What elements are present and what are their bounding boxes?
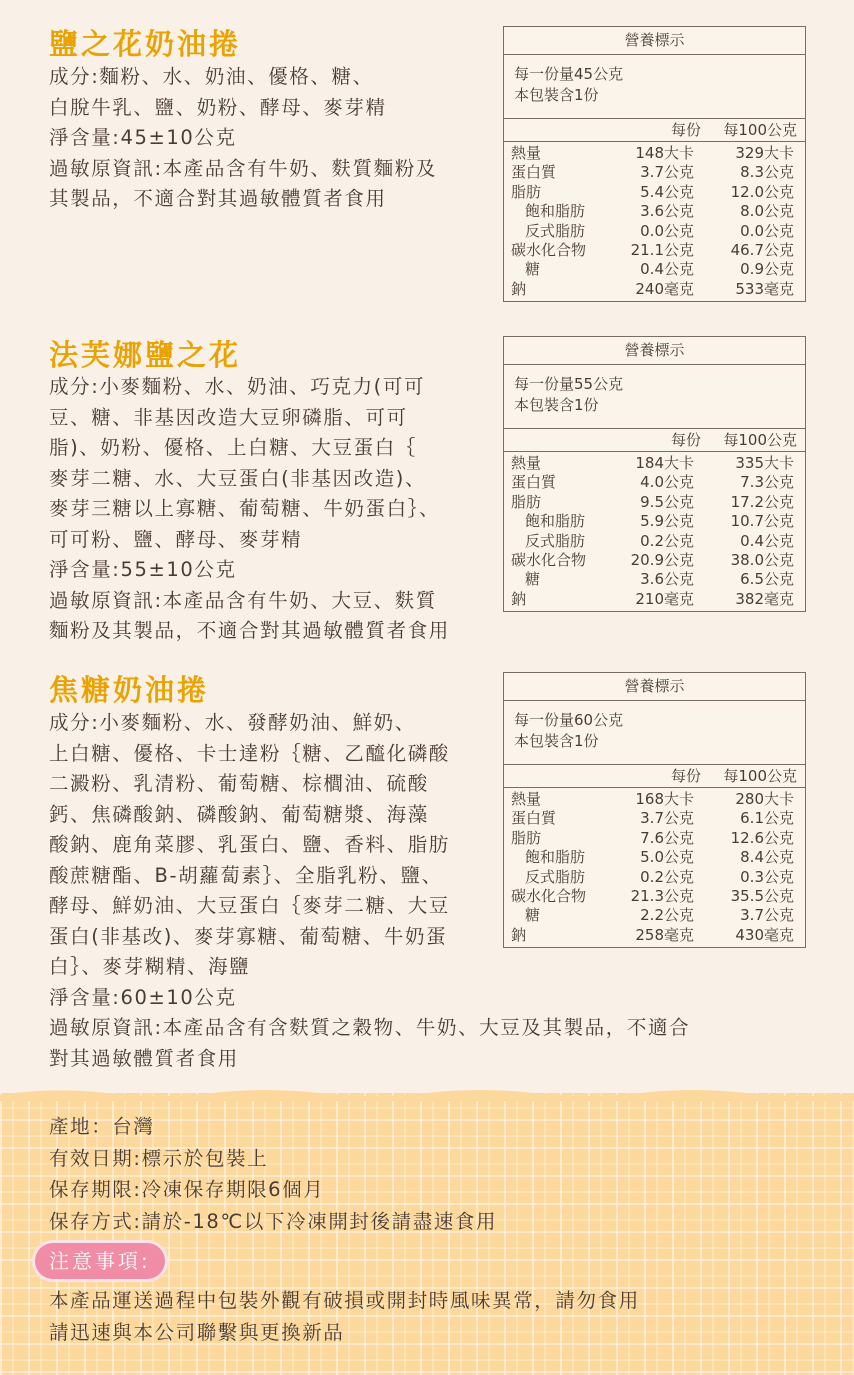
nutrient-per-100g: 0.0公克: [740, 221, 794, 240]
nutrient-label: 反式脂肪: [525, 867, 586, 886]
nutrient-label: 熱量: [511, 790, 542, 808]
nutrition-row: [504, 493, 805, 512]
nutrition-row: [504, 532, 805, 551]
col-per-100g: 每100公克: [723, 121, 797, 139]
nutrient-label: 飽和脂肪: [525, 202, 586, 221]
nutrition-table: [503, 26, 806, 302]
nutrition-rows: [504, 788, 805, 947]
nutrition-row: [504, 906, 805, 925]
nutrient-label: 蛋白質: [511, 163, 557, 182]
nutrient-per-serving: 0.2公克: [640, 531, 694, 550]
nutrient-per-100g: 0.3公克: [740, 867, 794, 886]
nutrient-per-100g: 38.0公克: [730, 550, 794, 569]
nutrient-label: 碳水化合物: [511, 886, 587, 905]
nutrition-header: 營養標示: [504, 27, 805, 55]
nutrient-per-100g: 0.4公克: [740, 531, 794, 550]
nutrition-table: [503, 672, 806, 948]
serving-size: 每一份量60公克: [514, 711, 624, 729]
nutrient-per-serving: 5.9公克: [640, 512, 694, 531]
nutrition-row: [504, 163, 805, 182]
nutrition-columns: [504, 118, 805, 142]
nutrient-per-serving: 0.4公克: [640, 260, 694, 279]
nutrient-per-100g: 35.5公克: [730, 886, 794, 905]
product-title: 鹽之花奶油捲: [49, 27, 242, 61]
nutrition-row: [504, 512, 805, 531]
footer-info-panel: [0, 1093, 854, 1375]
nutrition-row: [504, 183, 805, 202]
nutrition-row: [504, 202, 805, 221]
nutrition-row: [504, 809, 805, 828]
footer-wave-edge: [0, 1085, 854, 1101]
nutrient-per-100g: 10.7公克: [730, 512, 794, 531]
nutrition-serving: [504, 701, 805, 764]
nutrient-label: 蛋白質: [511, 473, 557, 492]
shelf-life-line: 保存期限:冷凍保存期限6個月: [49, 1178, 325, 1201]
nutrient-per-serving: 0.0公克: [640, 221, 694, 240]
footer-info-list: [49, 1111, 497, 1237]
nutrient-per-serving: 258毫克: [635, 925, 694, 944]
nutrient-label: 熱量: [511, 144, 542, 162]
nutrient-label: 糖: [525, 570, 541, 589]
nutrient-per-serving: 20.9公克: [630, 550, 694, 569]
nutrient-per-100g: 8.4公克: [740, 848, 794, 867]
col-per-serving: 每份: [670, 121, 701, 139]
nutrient-label: 反式脂肪: [525, 531, 586, 550]
expiry-line: 有效日期:標示於包裝上: [49, 1146, 269, 1170]
nutrition-row: [504, 454, 805, 473]
nutrient-per-serving: 168大卡: [635, 790, 694, 808]
product-title: 法芙娜鹽之花: [49, 338, 242, 372]
nutrient-label: 脂肪: [511, 182, 542, 201]
nutrient-per-100g: 12.0公克: [730, 182, 794, 201]
servings-per-package: 本包裝含1份: [514, 396, 599, 414]
nutrient-per-100g: 7.3公克: [740, 473, 794, 492]
nutrition-row: [504, 848, 805, 867]
nutrient-per-100g: 335大卡: [735, 454, 794, 472]
notice-line: 請迅速與本公司聯繫與更換新品: [49, 1320, 345, 1344]
nutrient-per-serving: 3.6公克: [640, 570, 694, 589]
nutrient-per-100g: 6.5公克: [740, 570, 794, 589]
nutrient-label: 飽和脂肪: [525, 848, 586, 867]
col-per-serving: 每份: [670, 431, 701, 449]
nutrient-per-serving: 9.5公克: [640, 492, 694, 511]
nutrient-per-serving: 2.2公克: [640, 906, 694, 925]
origin-line: 產地：台灣: [49, 1115, 155, 1138]
nutrient-per-100g: 329大卡: [735, 144, 794, 162]
nutrition-row: [504, 241, 805, 260]
nutrient-label: 鈉: [511, 279, 527, 298]
nutrition-row: [504, 829, 805, 848]
col-per-100g: 每100公克: [723, 431, 797, 449]
notice-line: 本產品運送過程中包裝外觀有破損或開封時風味異常，請勿食用: [49, 1289, 640, 1312]
product-description: 成分:小麥麵粉、水、奶油、巧克力(可可 豆、糖、非基因改造大豆卵磷脂、可可 脂)、奶粉、優格、上白糖、大豆蛋白｛ 麥芽二糖、水、大豆蛋白(非基因改造)、 麥芽三糖以上寡糖、葡萄糖、牛奶蛋白｝、 可可粉、鹽、酵母、麥芽精 淨含量:55±10公克 過敏原資訊:本產品含有牛奶、大豆、麩質 麵粉及其製品，不適合對其過敏體質者食用: [49, 375, 450, 642]
nutrient-per-serving: 0.2公克: [640, 867, 694, 886]
nutrient-per-100g: 8.3公克: [740, 163, 794, 182]
nutrient-label: 蛋白質: [511, 809, 557, 828]
nutrient-per-100g: 382毫克: [735, 589, 794, 608]
nutrient-per-serving: 4.0公克: [640, 473, 694, 492]
nutrition-columns: [504, 428, 805, 452]
nutrient-per-serving: 5.4公克: [640, 182, 694, 201]
nutrient-label: 碳水化合物: [511, 550, 587, 569]
nutrition-serving: [504, 55, 805, 118]
nutrient-per-serving: 21.1公克: [630, 240, 694, 259]
nutrition-table: [503, 336, 806, 612]
nutrient-per-100g: 6.1公克: [740, 809, 794, 828]
nutrient-label: 脂肪: [511, 828, 542, 847]
nutrient-label: 鈉: [511, 589, 527, 608]
product-title: 焦糖奶油捲: [49, 673, 210, 707]
storage-line: 保存方式:請於-18℃以下冷凍開封後請盡速食用: [49, 1209, 498, 1233]
nutrition-row: [504, 590, 805, 609]
nutrition-row: [504, 222, 805, 241]
nutrition-row: [504, 790, 805, 809]
nutrition-row: [504, 144, 805, 163]
nutrient-per-serving: 3.7公克: [640, 163, 694, 182]
nutrition-rows: [504, 142, 805, 301]
col-per-100g: 每100公克: [723, 767, 797, 785]
nutrient-per-serving: 210毫克: [635, 589, 694, 608]
nutrient-per-100g: 280大卡: [735, 790, 794, 808]
nutrition-row: [504, 926, 805, 945]
nutrient-per-serving: 3.7公克: [640, 809, 694, 828]
nutrition-row: [504, 551, 805, 570]
notice-text: [49, 1285, 640, 1348]
servings-per-package: 本包裝含1份: [514, 86, 599, 104]
nutrient-label: 糖: [525, 260, 541, 279]
servings-per-package: 本包裝含1份: [514, 732, 599, 750]
nutrient-per-100g: 46.7公克: [730, 240, 794, 259]
nutrient-per-100g: 3.7公克: [740, 906, 794, 925]
col-per-serving: 每份: [670, 767, 701, 785]
nutrition-serving: [504, 365, 805, 428]
nutrient-per-100g: 8.0公克: [740, 202, 794, 221]
nutrient-label: 飽和脂肪: [525, 512, 586, 531]
nutrition-row: [504, 473, 805, 492]
nutrient-label: 鈉: [511, 925, 527, 944]
nutrition-row: [504, 280, 805, 299]
nutrient-per-100g: 430毫克: [735, 925, 794, 944]
nutrition-header: 營養標示: [504, 337, 805, 365]
notice-badge: 注意事項:: [35, 1243, 165, 1279]
nutrient-label: 碳水化合物: [511, 240, 587, 259]
nutrient-per-serving: 3.6公克: [640, 202, 694, 221]
nutrition-row: [504, 868, 805, 887]
nutrition-header: 營養標示: [504, 673, 805, 701]
serving-size: 每一份量45公克: [514, 65, 624, 83]
nutrient-per-serving: 240毫克: [635, 279, 694, 298]
nutrient-label: 脂肪: [511, 492, 542, 511]
nutrient-per-serving: 148大卡: [635, 144, 694, 162]
product-description: 成分:小麥麵粉、水、發酵奶油、鮮奶、 上白糖、優格、卡士達粉｛糖、乙醯化磷酸 二澱粉、乳清粉、葡萄糖、棕櫚油、硫酸 鈣、焦磷酸鈉、磷酸鈉、葡萄糖漿、海藻 酸鈉、鹿角菜膠、乳蛋白、鹽、香料、脂肪 酸蔗糖酯、B-胡蘿蔔素｝、全脂乳粉、鹽、 酵母、鮮奶油、大豆蛋白｛麥芽二糖、大豆 蛋白(非基改)、麥芽寡糖、葡萄糖、牛奶蛋 白｝、麥芽糊精、海鹽 淨含量:60±10公克 過敏原資訊:本產品含有含麩質之穀物、牛奶、大豆及其製品，不適合 對其過敏體質者食用: [49, 711, 691, 1070]
nutrient-label: 熱量: [511, 454, 542, 472]
nutrient-per-serving: 7.6公克: [640, 828, 694, 847]
nutrient-per-100g: 17.2公克: [730, 492, 794, 511]
nutrition-row: [504, 887, 805, 906]
nutrient-per-100g: 533毫克: [735, 279, 794, 298]
serving-size: 每一份量55公克: [514, 375, 624, 393]
nutrient-label: 反式脂肪: [525, 221, 586, 240]
nutrition-row: [504, 570, 805, 589]
nutrient-per-serving: 184大卡: [635, 454, 694, 472]
nutrition-rows: [504, 452, 805, 611]
nutrient-per-100g: 0.9公克: [740, 260, 794, 279]
nutrition-columns: [504, 764, 805, 788]
product-description: 成分:麵粉、水、奶油、優格、糖、 白脫牛乳、鹽、奶粉、酵母、麥芽精 淨含量:45±10公克 過敏原資訊:本產品含有牛奶、麩質麵粉及 其製品，不適合對其過敏體質者食用: [49, 65, 437, 210]
nutrient-per-serving: 5.0公克: [640, 848, 694, 867]
nutrient-per-100g: 12.6公克: [730, 828, 794, 847]
nutrient-label: 糖: [525, 906, 541, 925]
nutrient-per-serving: 21.3公克: [630, 886, 694, 905]
nutrition-row: [504, 260, 805, 279]
